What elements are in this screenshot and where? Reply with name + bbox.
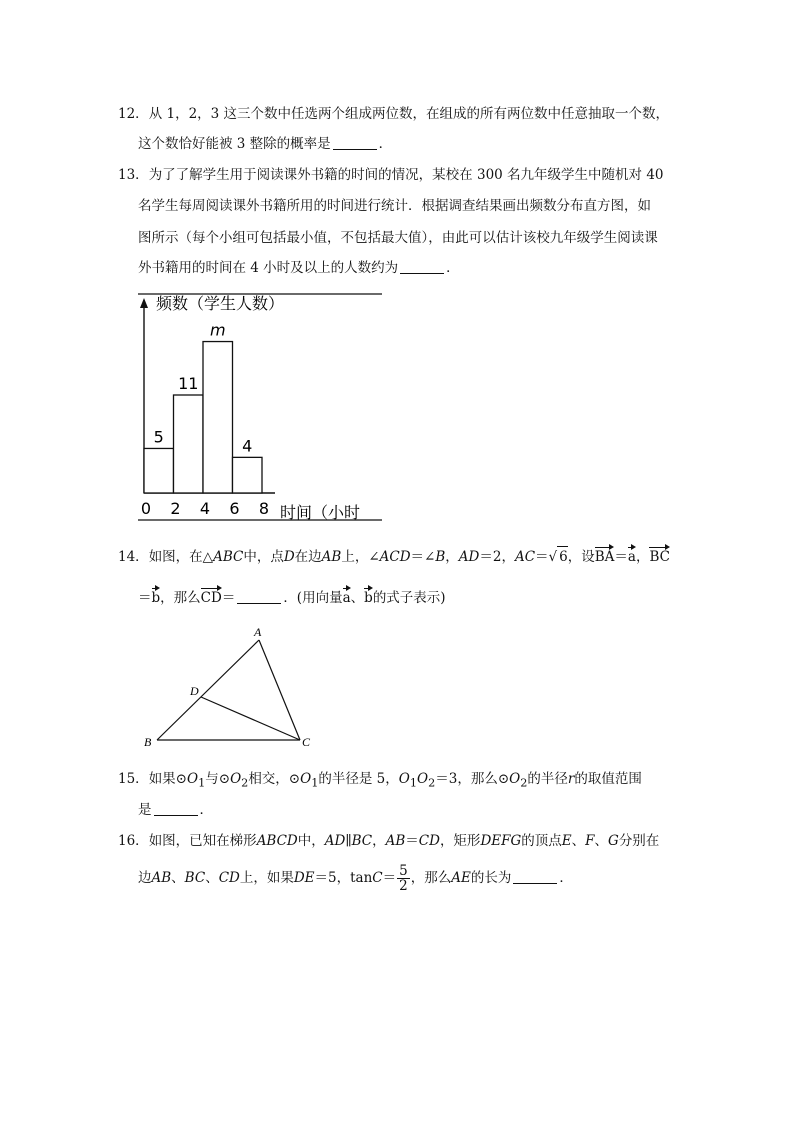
- x-axis-label: 时间（小时: [280, 503, 361, 522]
- x-tick-0: 0: [140, 499, 152, 518]
- bar-6-8: [233, 457, 263, 493]
- q13-text3: 图所示（每个小组可包括最小值，不包括最大值），由此可以估计该校九年级学生阅读课: [138, 230, 658, 246]
- vector-b-2: b: [364, 590, 373, 606]
- x-tick-2: 2: [170, 499, 181, 518]
- q15-o1: O: [187, 771, 199, 787]
- bars-group: [144, 321, 262, 493]
- label-d: D: [190, 684, 199, 698]
- ticks-group: [141, 499, 269, 518]
- q13-text1: 为了了解学生用于阅读课外书籍的时间的情况，某校在 300 名九年级学生中随机对 40: [148, 167, 664, 183]
- q16-t14: 上，如果: [239, 870, 294, 886]
- q15-t1: 如果⊙: [148, 771, 187, 787]
- q14-line2: [138, 588, 446, 608]
- q13-line1: [118, 165, 664, 185]
- q12-text2: 这个数恰好能被 3 整除的概率是: [138, 136, 331, 152]
- q15-t2: 与⊙: [205, 771, 231, 787]
- segment-ba: [157, 640, 259, 740]
- q14-t17: 的式子表示): [372, 590, 446, 606]
- q14-t10: ＝: [614, 549, 628, 565]
- q15-number: 15．: [118, 771, 149, 787]
- q15-line1: [118, 769, 642, 794]
- q16-t18: 的长为: [470, 870, 512, 886]
- q16-ae: AE: [451, 870, 471, 886]
- q15-t5: ＝3，那么⊙: [435, 771, 510, 787]
- q14-tri: ABC: [213, 549, 244, 565]
- q14-t5: ＝∠: [410, 549, 436, 565]
- q12-line2: [138, 134, 392, 154]
- q14-t14: ＝: [221, 590, 236, 606]
- q15-o2c: O: [509, 771, 521, 787]
- q14-ac: AC: [514, 549, 536, 565]
- q16-de: DE: [293, 870, 315, 886]
- q14-line1: 14．如图，在△ABC中，点D在边AB上，∠ACD＝∠B，AD＝2，AC＝√ 6，设BA＝a，BC: [118, 546, 670, 567]
- chart-title: 频数（学生人数）: [156, 294, 285, 313]
- q13-text4: 外书籍用的时间在 4 小时及以上的人数约为: [138, 260, 399, 276]
- q14-t6: ，: [445, 549, 459, 565]
- frac-numerator: 5: [399, 863, 408, 879]
- answer-blank-16[interactable]: [513, 869, 557, 884]
- q14-number: 14．: [118, 549, 149, 565]
- q15-sub2: 2: [241, 776, 249, 790]
- q15-t3: 相交，⊙: [248, 771, 301, 787]
- q15-r: r: [567, 771, 575, 787]
- q16-t1: 如图，已知在梯形: [148, 833, 257, 849]
- bar-label-6-8: 4: [242, 436, 253, 456]
- q15-t7: 的取值范围: [574, 771, 642, 787]
- vector-ba: BA: [594, 549, 615, 565]
- q15-sub1: 1: [198, 776, 206, 790]
- q15-sub1b: 1: [311, 776, 319, 790]
- vector-bc: BC: [649, 549, 670, 565]
- q16-t17: ，那么: [410, 870, 452, 886]
- q16-abcd: ABCD: [256, 833, 298, 849]
- bar-2-4: [174, 395, 204, 493]
- q16-t9: 、: [594, 833, 609, 849]
- q16-t3: ∥: [345, 833, 352, 849]
- fraction-5-2: [397, 864, 410, 893]
- label-a: A: [254, 625, 262, 639]
- q16-cd2: CD: [218, 870, 240, 886]
- q16-t11: 边: [138, 870, 152, 886]
- q16-cd: CD: [418, 833, 440, 849]
- q16-g: G: [608, 833, 619, 849]
- q16-defg: DEFG: [480, 833, 522, 849]
- q16-t2: 中，: [297, 833, 325, 849]
- q14-ad: AD: [458, 549, 480, 565]
- q16-ab2: AB: [151, 870, 172, 886]
- q15-period: ．: [199, 802, 213, 818]
- q14-t12: ＝: [138, 590, 152, 606]
- q16-t16: ＝: [382, 870, 397, 886]
- q16-f: F: [585, 833, 595, 849]
- q14-t16: 、: [350, 590, 365, 606]
- q16-ab: AB: [385, 833, 406, 849]
- answer-blank-13[interactable]: [400, 259, 444, 274]
- histogram-chart: [130, 288, 390, 528]
- q15-o1b: O: [300, 771, 312, 787]
- x-tick-6: 6: [229, 499, 240, 518]
- q14-t15: ．(用向量: [283, 590, 343, 606]
- q16-t6: ，矩形: [439, 833, 481, 849]
- q15-sub2b: 2: [428, 776, 436, 790]
- q13-line2: [138, 196, 651, 216]
- q12-line1: [118, 104, 669, 124]
- q14-sqrt: 6: [557, 546, 568, 567]
- q16-line2: [138, 864, 573, 893]
- bar-label-0-2: 5: [153, 427, 164, 447]
- x-tick-8: 8: [258, 499, 270, 518]
- q12-number: 12．: [118, 106, 149, 122]
- q16-t7: 的顶点: [521, 833, 562, 849]
- q16-number: 16．: [118, 833, 149, 849]
- answer-blank-15[interactable]: [154, 801, 198, 816]
- q14-ab: AB: [321, 549, 342, 565]
- q14-t4: 上，∠: [341, 549, 380, 565]
- vector-cd: CD: [200, 590, 222, 606]
- q14-d: D: [283, 549, 295, 565]
- q14-t13: ，那么: [160, 590, 201, 606]
- q12-period: ．: [378, 136, 393, 152]
- vector-a: a: [627, 549, 636, 565]
- q13-period: ．: [446, 260, 460, 276]
- q16-t4: ，: [372, 833, 386, 849]
- q14-t1: 如图，在△: [148, 549, 214, 565]
- q15-line2: [138, 800, 213, 820]
- answer-blank-12[interactable]: [333, 135, 377, 150]
- q16-period: ．: [559, 870, 573, 886]
- answer-blank-14[interactable]: [237, 589, 281, 604]
- vector-a-2: a: [342, 590, 351, 606]
- q16-t8: 、: [571, 833, 586, 849]
- q13-line4: [138, 258, 460, 278]
- q14-b: B: [435, 549, 446, 565]
- q15-t6: 的半径: [527, 771, 568, 787]
- q14-t8: ＝: [535, 549, 549, 565]
- q15-t4: 的半径是 5，: [318, 771, 399, 787]
- q16-t13: 、: [205, 870, 219, 886]
- q13-number: 13．: [118, 167, 149, 183]
- q16-t12: 、: [171, 870, 185, 886]
- label-b: B: [144, 735, 152, 749]
- bar-label-2-4: 11: [178, 374, 199, 393]
- q16-line1: [118, 831, 659, 851]
- q16-ad: AD: [324, 833, 346, 849]
- q16-t10: 分别在: [618, 833, 660, 849]
- q15-t8: 是: [138, 802, 152, 818]
- q14-t2: 中，点: [243, 549, 284, 565]
- q16-c: C: [372, 870, 383, 886]
- q16-bc2: BC: [184, 870, 206, 886]
- q15-sub2c: 2: [520, 776, 528, 790]
- q14-t11: ，: [635, 549, 650, 565]
- bar-0-2: [144, 448, 174, 493]
- q13-line3: [138, 228, 658, 248]
- label-c: C: [302, 735, 311, 749]
- frac-denominator: 2: [399, 878, 408, 894]
- q16-e: E: [561, 833, 572, 849]
- y-axis-arrow: [140, 298, 148, 308]
- q16-bc: BC: [351, 833, 373, 849]
- q14-t9: ，设: [567, 549, 595, 565]
- x-tick-4: 4: [199, 499, 211, 518]
- bar-4-6: [203, 342, 233, 493]
- q15-sub1c: 1: [409, 776, 418, 790]
- q15-o2b: O: [417, 771, 429, 787]
- q16-t5: ＝: [405, 833, 419, 849]
- bar-label-4-6: m: [209, 320, 226, 340]
- q15-o2: O: [230, 771, 242, 787]
- q12-text1: 从 1，2，3 这三个数中任选两个组成两位数，在组成的所有两位数中任意抽取一个数，: [148, 106, 670, 122]
- q15-o1c: O: [398, 771, 410, 787]
- q14-t7: ＝2，: [479, 549, 515, 565]
- triangle-figure: [140, 622, 320, 752]
- vector-b: b: [151, 590, 161, 606]
- q16-t15: ＝5，tan: [314, 870, 373, 886]
- q14-acd: ACD: [379, 549, 411, 565]
- q13-text2: 名学生每周阅读课外书籍所用的时间进行统计．根据调查结果画出频数分布直方图，如: [138, 198, 651, 214]
- q14-t3: 在边: [294, 549, 322, 565]
